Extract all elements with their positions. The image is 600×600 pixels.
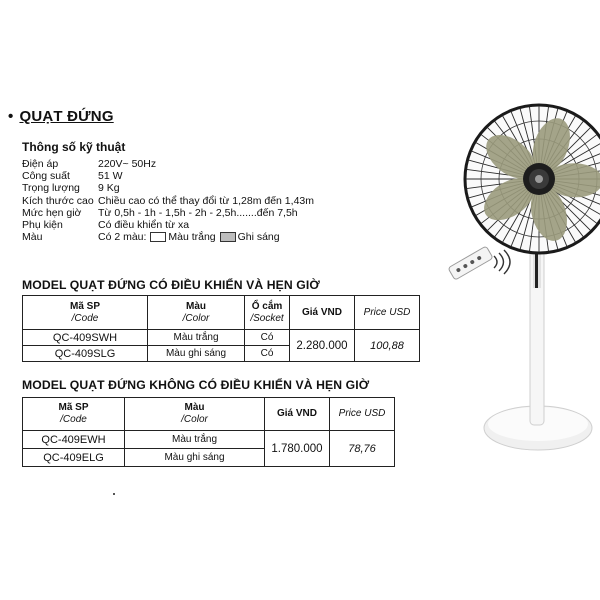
spec-label: Công suất bbox=[22, 170, 70, 183]
spec-label: Kích thước cao bbox=[22, 194, 94, 207]
color-white: Màu trắng bbox=[168, 231, 216, 244]
product-color: Màu trắng bbox=[148, 330, 245, 346]
price-usd: 78,76 bbox=[330, 431, 395, 467]
spec-list bbox=[22, 158, 314, 243]
price-table-1 bbox=[22, 295, 420, 362]
spec-row-weight bbox=[22, 182, 314, 194]
bullet: • bbox=[8, 108, 14, 125]
spec-value: 51 W bbox=[98, 170, 123, 183]
signal-waves-icon bbox=[494, 250, 510, 274]
product-color: Màu ghi sáng bbox=[148, 346, 245, 362]
spec-value: 9 Kg bbox=[98, 182, 120, 195]
stray-dot bbox=[113, 493, 115, 495]
table-row bbox=[23, 431, 395, 449]
price-usd: 100,88 bbox=[355, 330, 420, 362]
table1-title: MODEL QUẠT ĐỨNG CÓ ĐIỀU KHIỂN VÀ HẸN GIỜ bbox=[22, 278, 320, 292]
product-color: Màu trắng bbox=[125, 431, 265, 449]
header-color: Màu /Color bbox=[148, 296, 245, 330]
spec-label: Trọng lượng bbox=[22, 182, 80, 195]
section-title bbox=[8, 108, 114, 125]
header-color: Màu /Color bbox=[125, 398, 265, 431]
spec-value: Có điều khiển từ xa bbox=[98, 219, 190, 232]
table-row bbox=[23, 330, 420, 346]
price-table-2 bbox=[22, 397, 395, 467]
spec-row-accessory bbox=[22, 219, 314, 231]
standing-fan-image bbox=[440, 90, 600, 460]
color-prefix: Có 2 màu: bbox=[98, 231, 147, 244]
header-socket: Ổ cắm /Socket bbox=[245, 296, 290, 330]
product-code: QC-409EWH bbox=[23, 431, 125, 449]
product-socket: Có bbox=[245, 346, 290, 362]
spec-row-timer bbox=[22, 207, 314, 219]
header-code: Mã SP /Code bbox=[23, 296, 148, 330]
table-header-row bbox=[23, 398, 395, 431]
spec-heading: Thông số kỹ thuật bbox=[22, 140, 126, 154]
remote-control bbox=[448, 246, 493, 280]
spec-row-voltage bbox=[22, 158, 314, 170]
product-color: Màu ghi sáng bbox=[125, 449, 265, 467]
product-code: QC-409SLG bbox=[23, 346, 148, 362]
color-grey: Ghi sáng bbox=[237, 231, 280, 244]
spec-label: Phụ kiện bbox=[22, 219, 63, 232]
product-socket: Có bbox=[245, 330, 290, 346]
spec-label: Mức hẹn giờ bbox=[22, 206, 82, 219]
spec-value: Từ 0,5h - 1h - 1,5h - 2h - 2,5h.......đến 7,5h bbox=[98, 206, 298, 219]
table2-title: MODEL QUẠT ĐỨNG KHÔNG CÓ ĐIỀU KHIỂN VÀ HẸN GIỜ bbox=[22, 378, 370, 392]
spec-label: Màu bbox=[22, 231, 43, 244]
price-vnd: 2.280.000 bbox=[290, 330, 355, 362]
color-options bbox=[98, 231, 280, 243]
spec-value: Chiều cao có thể thay đổi từ 1,28m đến 1,43m bbox=[98, 194, 314, 207]
spec-value: 220V~ 50Hz bbox=[98, 158, 157, 170]
header-usd: Price USD bbox=[355, 296, 420, 330]
grey-swatch bbox=[220, 232, 236, 242]
spec-row-power bbox=[22, 170, 314, 182]
header-code: Mã SP /Code bbox=[23, 398, 125, 431]
white-swatch bbox=[150, 232, 166, 242]
product-code: QC-409ELG bbox=[23, 449, 125, 467]
spec-label: Điện áp bbox=[22, 158, 59, 170]
product-code: QC-409SWH bbox=[23, 330, 148, 346]
header-vnd: Giá VND bbox=[290, 296, 355, 330]
spec-row-color bbox=[22, 231, 314, 243]
spec-row-height bbox=[22, 195, 314, 207]
header-usd: Price USD bbox=[330, 398, 395, 431]
table-header-row bbox=[23, 296, 420, 330]
section-title-text: QUẠT ĐỨNG bbox=[19, 108, 114, 125]
header-vnd: Giá VND bbox=[265, 398, 330, 431]
price-vnd: 1.780.000 bbox=[265, 431, 330, 467]
